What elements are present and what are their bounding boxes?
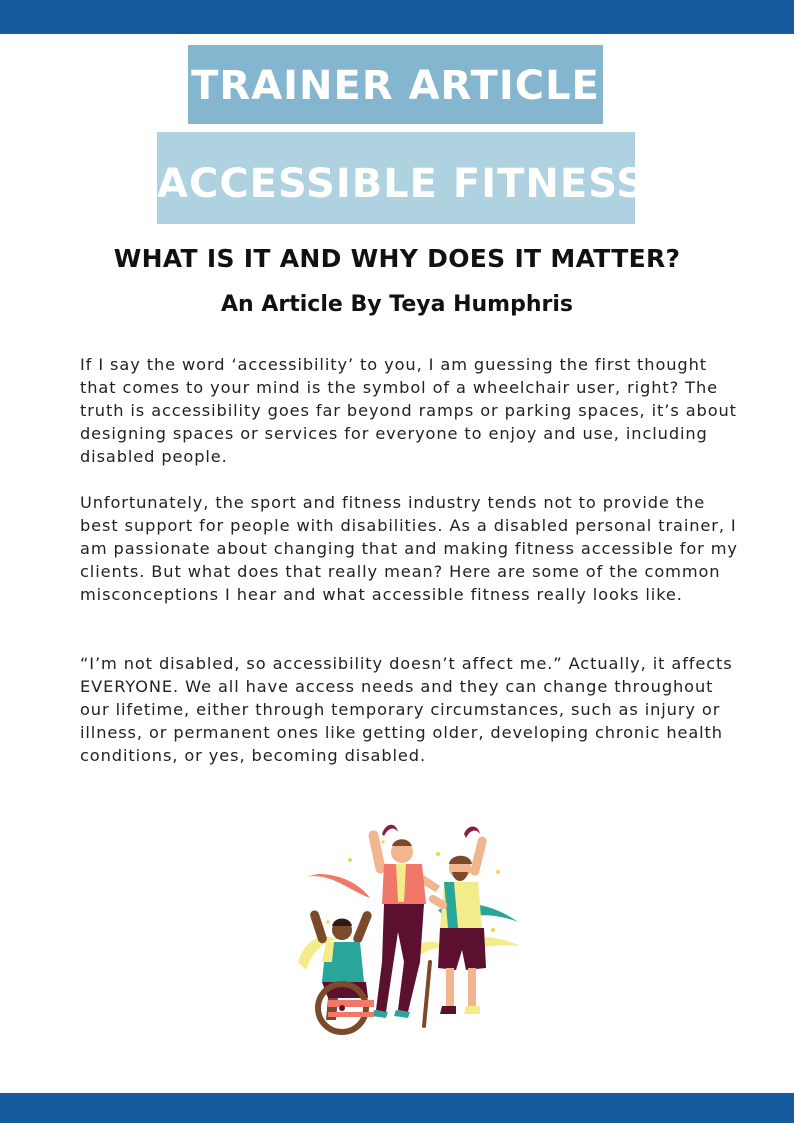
paragraph-3: “I’m not disabled, so accessibility doesn’t affect me.” Actually, it affects EVERYONE. We all have access needs and they can change throughout our lifetime, either through temporary circumstances, such as injury or illness, or permanent ones like getting older, developing chronic health conditions, or yes, becoming disabled.: [80, 654, 733, 765]
celebrating-athletes-illustration: [288, 812, 528, 1042]
banner-accessible-fitness: ACCESSIBLE FITNESS: [157, 132, 635, 224]
article-byline: An Article By Teya Humphris: [221, 292, 573, 317]
paragraph-1: If I say the word ‘accessibility’ to you, I am guessing the first thought that comes to your mind is the symbol of a wheelchair user, right? The truth is accessibility goes far beyond ramps or parking spaces, it’s about designing spaces or services for everyone to enjoy and use, including disabled people.: [80, 355, 737, 466]
banner-trainer-article: TRAINER ARTICLE: [188, 45, 603, 124]
top-bar: [0, 0, 794, 34]
paragraph-2: Unfortunately, the sport and fitness industry tends not to provide the best support for people with disabilities. As a disabled personal trainer, I am passionate about changing that and making fitness accessible for my clients. But what does that really mean? Here are some of the common misconceptions I hear and what accessible fitness really looks like.: [80, 493, 738, 604]
article-heading: WHAT IS IT AND WHY DOES IT MATTER?: [113, 244, 681, 273]
bottom-bar: [0, 1093, 794, 1123]
